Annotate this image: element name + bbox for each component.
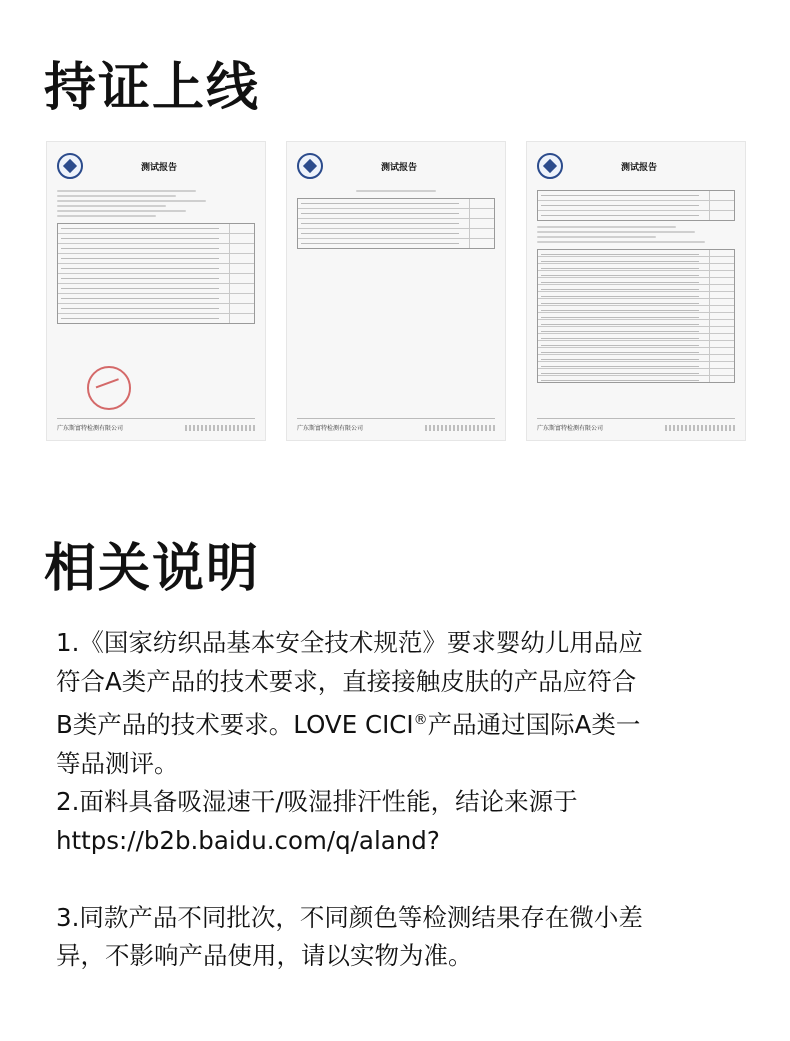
report-table (57, 223, 255, 324)
report-title: 测试报告 (140, 162, 177, 173)
note-1-line-3-a: B类产品的技术要求。LOVE CICI (56, 710, 414, 740)
section-title-notes: 相关说明 (44, 539, 261, 599)
note-1-line-3 (56, 701, 756, 745)
note-2-line-2: https://b2b.baidu.com/q/aland? (56, 825, 440, 855)
report-title: 测试报告 (620, 162, 657, 173)
note-1-line-2: 符合A类产品的技术要求，直接接触皮肤的产品应符合 (56, 666, 637, 696)
note-1-line-4: 等品测评。 (56, 748, 179, 778)
certification-seal-icon (537, 153, 563, 179)
footer-fine-print (185, 425, 255, 431)
section-title-certified: 持证上线 (44, 58, 261, 118)
report-org: 广东斯富特检测有限公司 (297, 425, 364, 432)
footer-fine-print (665, 425, 735, 431)
note-2-line-1: 2.面料具备吸湿速干/吸湿排汗性能，结论来源于 (56, 787, 578, 817)
test-report-gallery (46, 141, 746, 441)
notes-body (56, 624, 756, 976)
report-table (537, 190, 735, 221)
note-3-line-2: 异，不影响产品使用，请以实物为准。 (56, 941, 473, 971)
test-report-1[interactable] (46, 141, 266, 441)
official-stamp-icon (87, 366, 131, 410)
note-1-line-3-b: 产品通过国际A类一 (427, 710, 641, 740)
certification-seal-icon (57, 153, 83, 179)
registered-mark: ® (413, 712, 428, 728)
test-report-2[interactable] (286, 141, 506, 441)
report-table (297, 198, 495, 249)
test-report-3[interactable] (526, 141, 746, 441)
report-org: 广东斯富特检测有限公司 (57, 425, 124, 432)
certification-seal-icon (297, 153, 323, 179)
footer-fine-print (425, 425, 495, 431)
note-3-line-1: 3.同款产品不同批次，不同颜色等检测结果存在微小差 (56, 902, 643, 932)
report-org: 广东斯富特检测有限公司 (537, 425, 604, 432)
report-table-detail (537, 249, 735, 383)
report-title: 测试报告 (380, 162, 417, 173)
note-1-line-1: 1.《国家纺织品基本安全技术规范》要求婴幼儿用品应 (56, 628, 643, 657)
